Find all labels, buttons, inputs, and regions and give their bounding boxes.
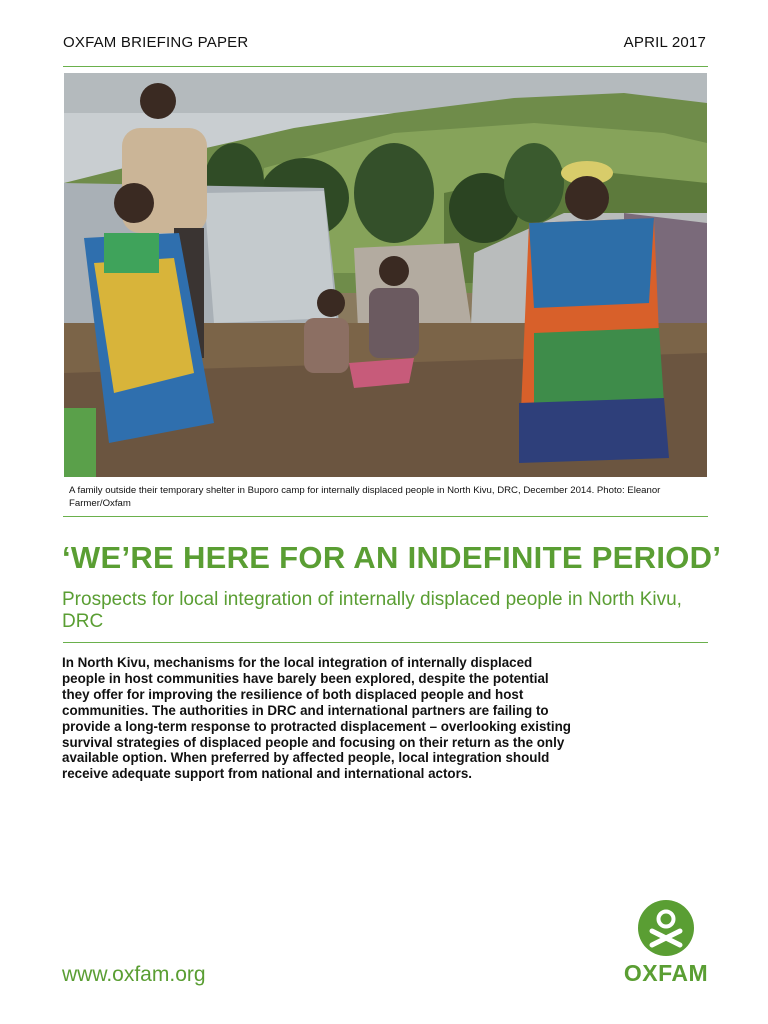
oxfam-logo-icon <box>638 900 694 956</box>
oxfam-logo-text: OXFAM <box>623 960 709 986</box>
oxfam-logo <box>620 898 712 990</box>
cover-photo <box>64 73 707 477</box>
subtitle-divider <box>63 642 708 643</box>
caption-divider <box>63 516 708 517</box>
website-link[interactable]: www.oxfam.org <box>62 963 206 986</box>
summary-paragraph: In North Kivu, mechanisms for the local integration of internally displaced people in host communities have barely been explored, despite the potential they offer for improving the resilience of both displaced people and host communities. The authorities in DRC and international partners are failing to provide a long-term response to protracted displacement – overlooking existing survival strategies of displaced people and focusing on their return as the only available option. When preferred by affected people, local integration should receive adequate support from national and international actors. <box>62 655 571 782</box>
header-divider <box>63 66 708 67</box>
photo-caption: A family outside their temporary shelter in Buporo camp for internally displaced people in North Kivu, DRC, December 2014. Photo: Eleanor Farmer/Oxfam <box>69 485 661 509</box>
publication-date: APRIL 2017 <box>623 34 706 51</box>
paper-subtitle: Prospects for local integration of internally displaced people in North Kivu, DRC <box>62 589 682 632</box>
briefing-paper-label: OXFAM BRIEFING PAPER <box>63 34 249 51</box>
paper-title: ‘WE’RE HERE FOR AN INDEFINITE PERIOD’ <box>62 540 722 575</box>
